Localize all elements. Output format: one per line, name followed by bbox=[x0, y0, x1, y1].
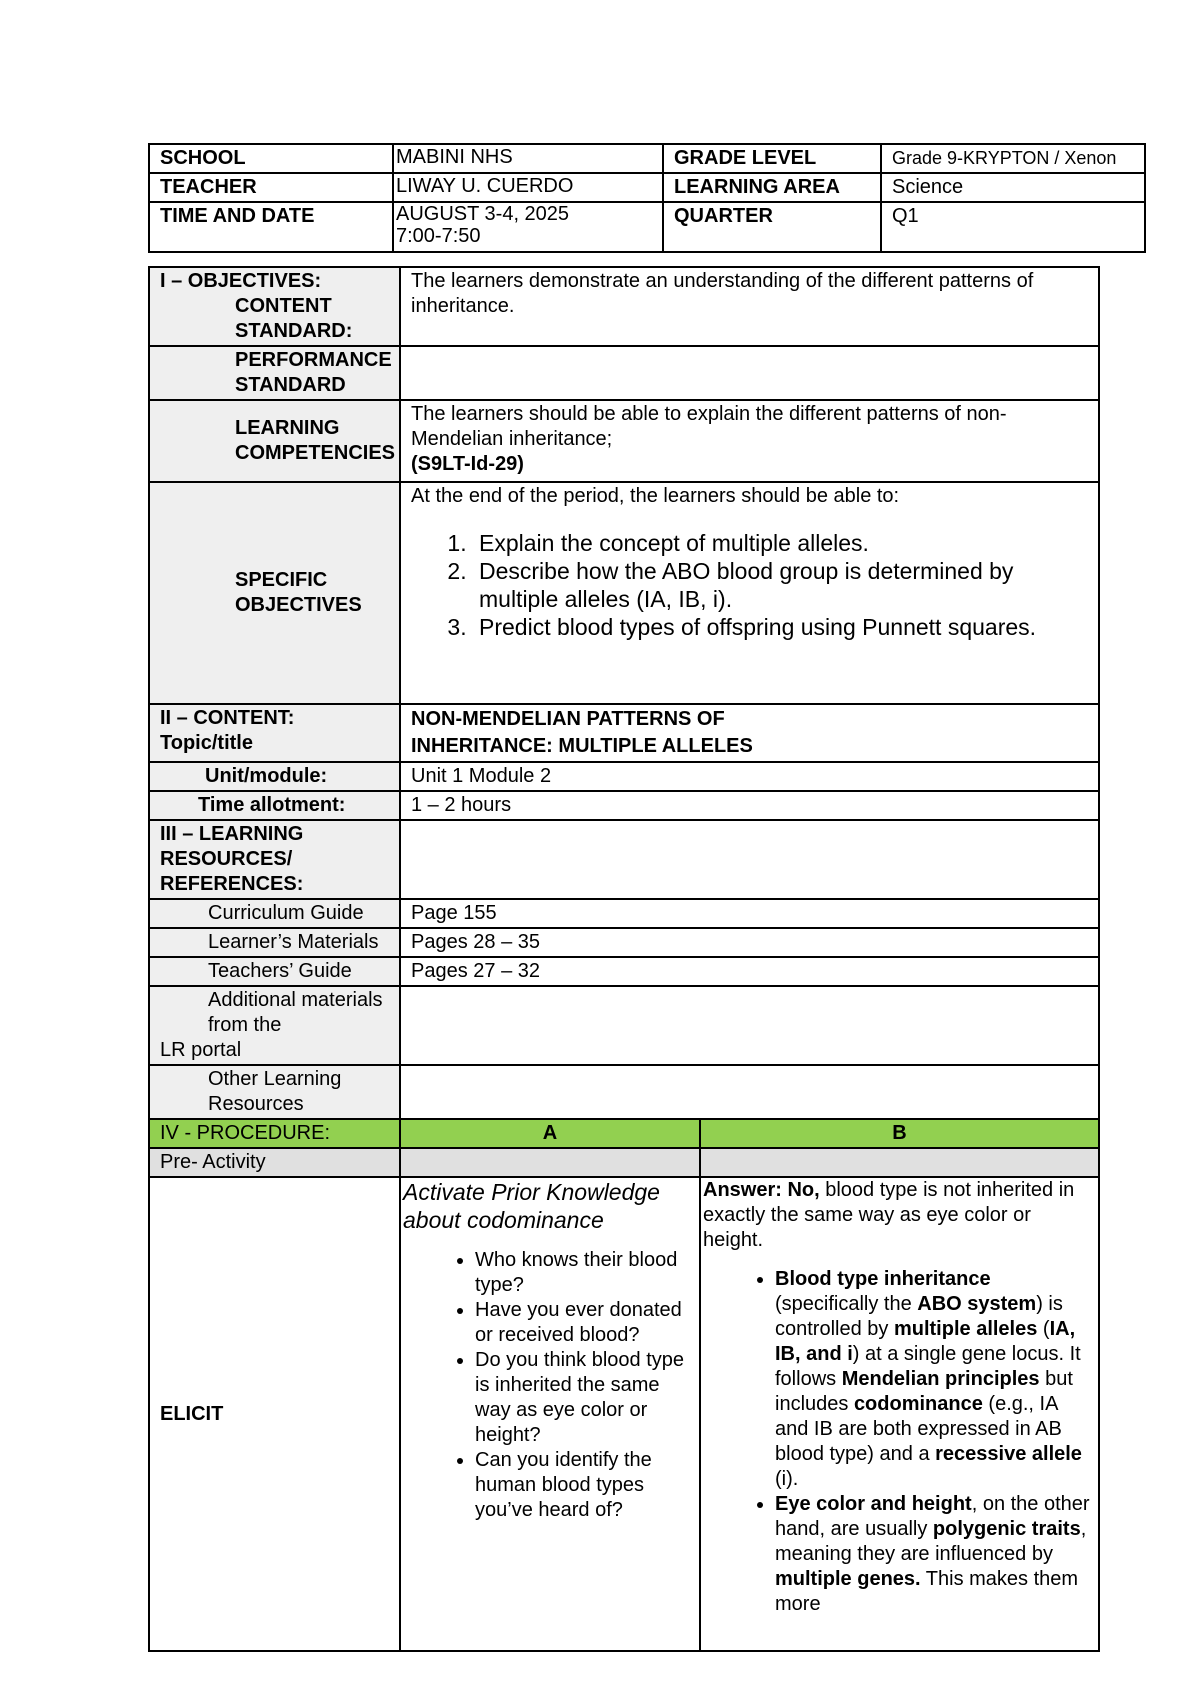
list-item: • Who knows their blood type? bbox=[475, 1248, 697, 1298]
grade-level-label: GRADE LEVEL bbox=[663, 144, 881, 173]
content-topic-label: II – CONTENT: Topic/title bbox=[149, 704, 400, 762]
competencies-label bbox=[149, 400, 400, 482]
competencies-text: The learners should be able to explain the different patterns of non-Mendelian inheritance; bbox=[411, 403, 1007, 450]
competencies-label-line1: LEARNING bbox=[235, 417, 340, 439]
additional-materials-value bbox=[400, 986, 1099, 1065]
teachers-guide-label: Teachers’ Guide bbox=[149, 957, 400, 986]
text-run: polygenic traits bbox=[932, 1518, 1081, 1540]
school-label: SCHOOL bbox=[149, 144, 393, 173]
text-run: Blood type inheritance bbox=[775, 1268, 991, 1290]
topic-title-line2: INHERITANCE: MULTIPLE ALLELES bbox=[411, 735, 753, 757]
teacher-value: LIWAY U. CUERDO bbox=[393, 173, 663, 202]
procedure-label: IV - PROCEDURE: bbox=[149, 1119, 400, 1148]
text-run: (e.g., IA and IB are both expressed in AB blood type) and a bbox=[775, 1393, 1062, 1465]
unit-module-value: Unit 1 Module 2 bbox=[400, 762, 1099, 791]
procedure-col-b: B bbox=[700, 1119, 1099, 1148]
resources-label-line2: REFERENCES: bbox=[160, 873, 304, 895]
competencies-value bbox=[400, 400, 1099, 482]
quarter-value: Q1 bbox=[881, 202, 1145, 252]
pre-activity-label: Pre- Activity bbox=[149, 1148, 400, 1177]
text-run: multiple genes. bbox=[775, 1568, 921, 1590]
elicit-col-a bbox=[400, 1177, 700, 1651]
content-topic-value bbox=[400, 704, 1099, 762]
text-run: ) at a single gene locus. It follows bbox=[775, 1343, 1081, 1390]
elicit-b-answer bbox=[703, 1178, 1096, 1253]
learning-area-label: LEARNING AREA bbox=[663, 173, 881, 202]
answer-label: Answer: No, bbox=[703, 1179, 820, 1201]
time-date-value bbox=[393, 202, 663, 252]
objectives-label: I – OBJECTIVES: bbox=[160, 270, 322, 292]
header-table bbox=[148, 143, 1146, 253]
performance-label-line2: STANDARD bbox=[235, 374, 346, 396]
pre-activity-b bbox=[700, 1148, 1099, 1177]
list-item: 1. Explain the concept of multiple alleles. bbox=[473, 529, 1088, 557]
teacher-label: TEACHER bbox=[149, 173, 393, 202]
text-run: Eye color and height bbox=[775, 1493, 972, 1515]
teachers-guide-value: Pages 27 – 32 bbox=[400, 957, 1099, 986]
text-run: (i). bbox=[775, 1468, 799, 1490]
quarter-label: QUARTER bbox=[663, 202, 881, 252]
learners-materials-value: Pages 28 – 35 bbox=[400, 928, 1099, 957]
text-run: recessive allele bbox=[935, 1443, 1082, 1465]
elicit-label: ELICIT bbox=[149, 1177, 400, 1651]
learners-materials-label: Learner’s Materials bbox=[149, 928, 400, 957]
text-run: Mendelian principles bbox=[841, 1368, 1040, 1390]
performance-standard-label bbox=[149, 346, 400, 400]
elicit-a-title-line1: Activate Prior Knowledge bbox=[403, 1179, 660, 1205]
time-allotment-label: Time allotment: bbox=[149, 791, 400, 820]
grade-level-value: Grade 9-KRYPTON / Xenon bbox=[881, 144, 1145, 173]
resources-label-line1: III – LEARNING RESOURCES/ bbox=[160, 823, 304, 870]
performance-standard-value bbox=[400, 346, 1099, 400]
performance-label-line1: PERFORMANCE bbox=[235, 349, 392, 371]
list-item: 2. Describe how the ABO blood group is determined by multiple alleles (IA, IB, i). bbox=[473, 557, 1088, 613]
topic-title-line1: NON-MENDELIAN PATTERNS OF bbox=[411, 708, 725, 730]
additional-label-line2: LR portal bbox=[160, 1039, 242, 1061]
specific-objectives-list bbox=[411, 529, 1088, 641]
additional-label-line1: Additional materials from the bbox=[208, 989, 383, 1036]
content-standard-label: CONTENT STANDARD: bbox=[235, 295, 353, 342]
text-run: This makes them more bbox=[775, 1568, 1079, 1615]
elicit-a-title-line2: about codominance bbox=[403, 1207, 604, 1233]
additional-materials-label bbox=[149, 986, 400, 1065]
procedure-col-a: A bbox=[400, 1119, 700, 1148]
time-value: 7:00-7:50 bbox=[396, 225, 481, 247]
text-run: IA, IB, and i bbox=[775, 1318, 1076, 1365]
list-item bbox=[775, 1492, 1096, 1617]
text-run: ABO system bbox=[917, 1293, 1037, 1315]
specific-objectives-label: SPECIFIC OBJECTIVES bbox=[149, 482, 400, 704]
competencies-label-line2: COMPETENCIES bbox=[235, 442, 396, 464]
list-item: • Can you identify the human blood types you’ve heard of? bbox=[475, 1448, 697, 1523]
other-resources-value bbox=[400, 1065, 1099, 1119]
list-item bbox=[775, 1267, 1096, 1492]
text-run: (specifically the bbox=[775, 1293, 918, 1315]
curriculum-guide-value: Page 155 bbox=[400, 899, 1099, 928]
objectives-label-cell bbox=[149, 267, 400, 346]
pre-activity-a bbox=[400, 1148, 700, 1177]
date-value: AUGUST 3-4, 2025 bbox=[396, 203, 570, 225]
list-item: • Have you ever donated or received blood? bbox=[475, 1298, 697, 1348]
text-run: , meaning they are influenced by bbox=[775, 1518, 1087, 1565]
elicit-col-b bbox=[700, 1177, 1099, 1651]
resources-value bbox=[400, 820, 1099, 899]
unit-module-label: Unit/module: bbox=[149, 762, 400, 791]
school-value: MABINI NHS bbox=[393, 144, 663, 173]
resources-label bbox=[149, 820, 400, 899]
learning-area-value: Science bbox=[881, 173, 1145, 202]
text-run: but includes bbox=[775, 1368, 1073, 1415]
other-resources-label: Other Learning Resources bbox=[149, 1065, 400, 1119]
answer-text: blood type is not inherited in exactly the same way as eye color or height. bbox=[703, 1179, 1075, 1251]
text-run: ) is controlled by bbox=[775, 1293, 1063, 1340]
list-item: • Do you think blood type is inherited the same way as eye color or height? bbox=[475, 1348, 697, 1448]
text-run: , on the other hand, are usually bbox=[775, 1493, 1090, 1540]
time-allotment-value: 1 – 2 hours bbox=[400, 791, 1099, 820]
content-standard-value: The learners demonstrate an understanding of the different patterns of inheritance. bbox=[400, 267, 1099, 346]
list-item: 3. Predict blood types of offspring using Punnett squares. bbox=[473, 613, 1088, 641]
curriculum-guide-label: Curriculum Guide bbox=[149, 899, 400, 928]
time-date-label: TIME AND DATE bbox=[149, 202, 393, 252]
specific-objectives-intro: At the end of the period, the learners should be able to: bbox=[411, 485, 900, 507]
text-run: multiple alleles bbox=[893, 1318, 1038, 1340]
competency-code: (S9LT-Id-29) bbox=[411, 453, 524, 475]
elicit-a-questions bbox=[403, 1248, 697, 1523]
elicit-b-list bbox=[703, 1267, 1096, 1617]
text-run: ( bbox=[1037, 1318, 1050, 1340]
specific-objectives-value bbox=[400, 482, 1099, 704]
lesson-plan-table bbox=[148, 266, 1100, 1652]
text-run: codominance bbox=[853, 1393, 983, 1415]
